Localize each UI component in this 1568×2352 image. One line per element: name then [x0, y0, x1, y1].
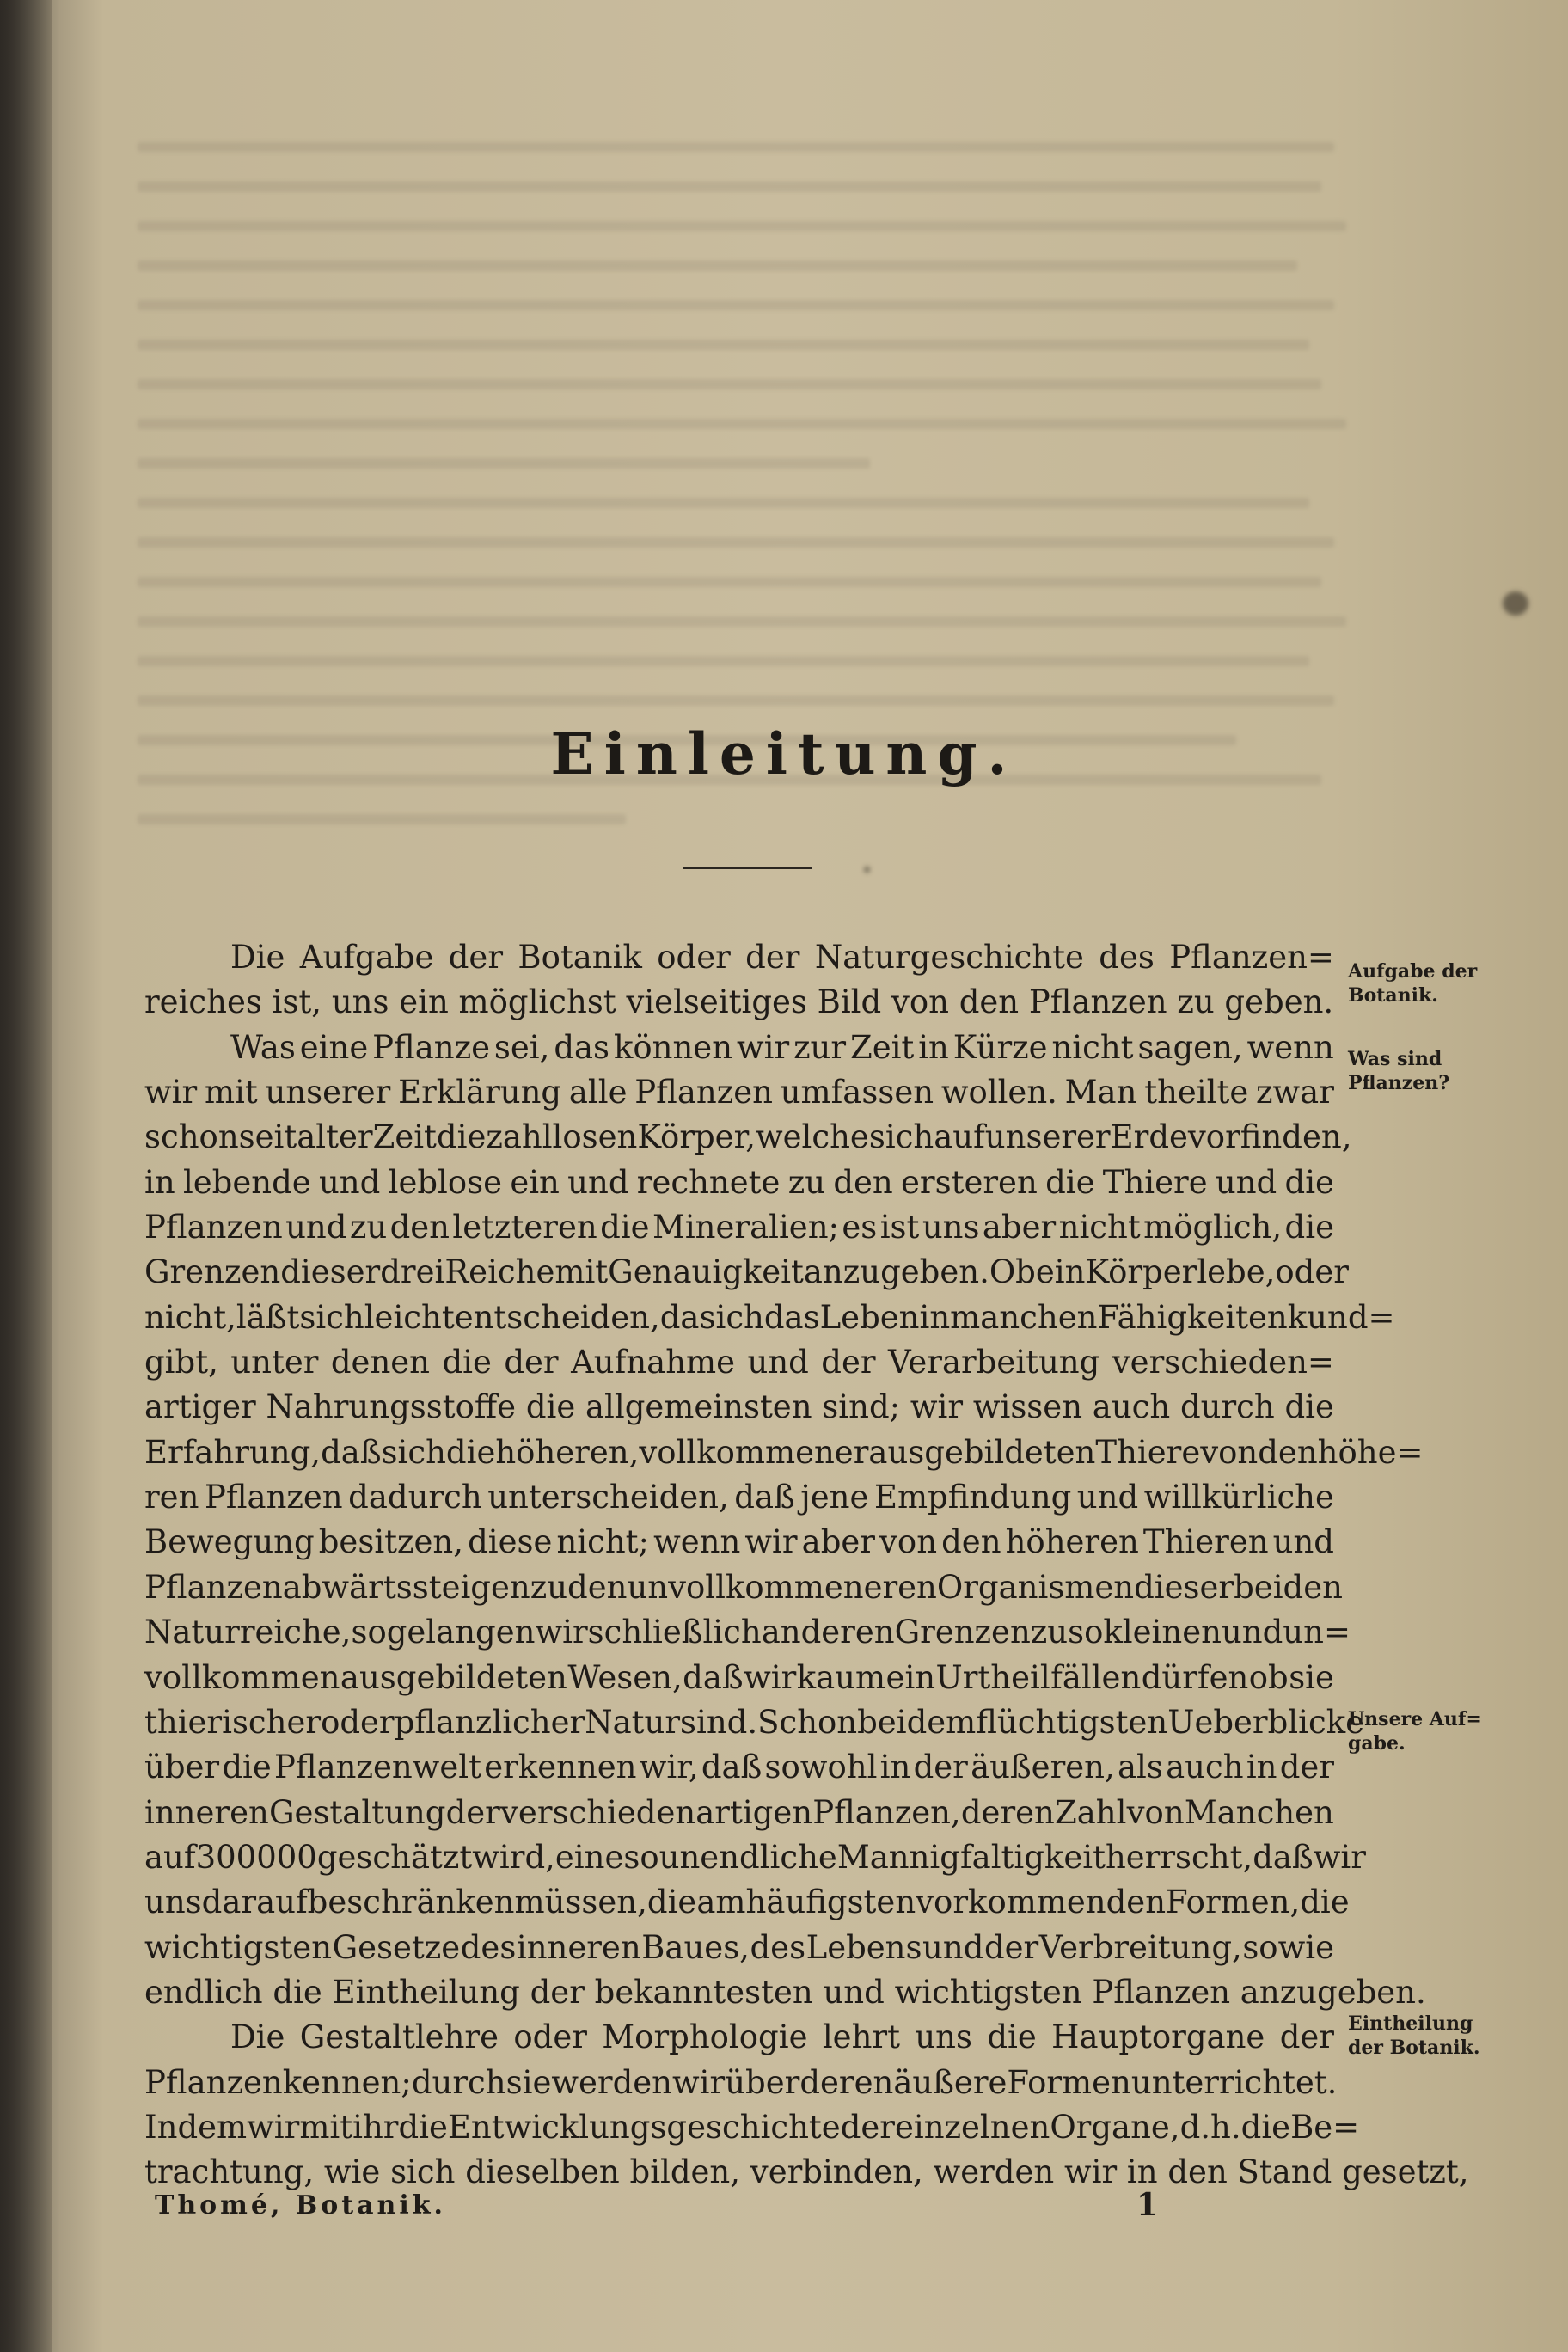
text-line: nicht, läßt sich leicht entscheiden, da sich das Leben in manchen Fähigkeiten kund= — [144, 1298, 1395, 1336]
ink-smudge — [864, 867, 870, 873]
text-line: Die Aufgabe der Botanik oder der Naturgeschichte des Pflanzen= — [230, 939, 1334, 976]
ink-smudge — [1503, 591, 1528, 616]
text-line: thierischer oder pflanzlicher Natur sind. Schon bei dem flüchtigsten Ueberblicke — [144, 1703, 1365, 1741]
show-through-line — [138, 616, 1346, 627]
show-through-line — [138, 340, 1309, 350]
margin-note-aufgabe: Aufgabe der Botanik. — [1348, 960, 1478, 1007]
text-line: Pflanzen abwärts steigen zu den unvollkommeneren Organismen dieser beiden — [144, 1568, 1343, 1606]
text-line: in lebende und leblose ein und rechnete zu den ersteren die Thiere und die — [144, 1163, 1334, 1201]
text-line: Bewegung besitzen, diese nicht; wenn wir aber von den höheren Thieren und — [144, 1523, 1334, 1561]
margin-note-unsere-aufgabe: Unsere Auf= gabe. — [1348, 1708, 1482, 1755]
text-line: Naturreiche, so gelangen wir schließlich an deren Grenzen zu so kleinen und un= — [144, 1614, 1351, 1651]
text-line: endlich die Eintheilung der bekanntesten und wichtigsten Pflanzen anzugeben. — [144, 1973, 1426, 2011]
text-line: über die Pflanzenwelt erkennen wir, daß sowohl in der äußeren, als auch in der — [144, 1749, 1334, 1786]
show-through-line — [138, 379, 1321, 389]
footer-signature: Thomé, Botanik. — [155, 2190, 446, 2220]
text-line: trachtung, wie sich dieselben bilden, verbinden, werden wir in den Stand gesetzt, — [144, 2153, 1469, 2191]
text-line: vollkommen ausgebildeten Wesen, daß wir kaum ein Urtheil fällen dürfen ob sie — [144, 1658, 1334, 1696]
show-through-line — [138, 419, 1346, 429]
show-through-line — [138, 537, 1334, 548]
show-through-line — [138, 181, 1321, 192]
show-through-line — [138, 577, 1321, 587]
show-through-line — [138, 695, 1334, 706]
footer-sheet-number: 1 — [1136, 2187, 1159, 2223]
text-line: Indem wir mit ihr die Entwicklungsgeschichte der einzelnen Organe, d. h. die Be= — [144, 2108, 1360, 2146]
chapter-title: Einleitung. — [550, 720, 1018, 787]
text-line: Erfahrung, daß sich die höheren, vollkommener ausgebildeten Thiere von den höhe= — [144, 1433, 1424, 1471]
show-through-line — [138, 498, 1309, 508]
text-line: wichtigsten Gesetze des inneren Baues, des Lebens und der Verbreitung, sowie — [144, 1928, 1334, 1966]
text-line: Was eine Pflanze sei, das können wir zur Zeit in Kürze nicht sagen, wenn — [230, 1028, 1334, 1066]
show-through-line — [138, 458, 870, 469]
text-line: schon seit alter Zeit die zahllosen Körper, welche sich auf unserer Erde vorfinden, — [144, 1118, 1352, 1156]
text-line: artiger Nahrungsstoffe die allgemeinsten sind; wir wissen auch durch die — [144, 1388, 1334, 1426]
text-line: ren Pflanzen dadurch unterscheiden, daß jene Empfindung und willkürliche — [144, 1479, 1334, 1516]
title-rule — [683, 867, 812, 869]
text-line: wir mit unserer Erklärung alle Pflanzen umfassen wollen. Man theilte zwar — [144, 1074, 1334, 1112]
text-line: auf 300 000 geschätzt wird, eine so unendliche Mannigfaltigkeit herrscht, daß wir — [144, 1838, 1366, 1876]
book-spine-shadow — [0, 0, 52, 2352]
show-through-line — [138, 260, 1297, 271]
text-line: Grenzen dieser drei Reiche mit Genauigkeit anzugeben. Ob ein Körper lebe, oder — [144, 1253, 1349, 1291]
text-line: gibt, unter denen die der Aufnahme und der Verarbeitung verschieden= — [144, 1344, 1334, 1381]
text-line: Pflanzen und zu den letzteren die Mineralien; es ist uns aber nicht möglich, die — [144, 1209, 1334, 1246]
margin-note-eintheilung: Eintheilung der Botanik. — [1348, 2012, 1480, 2059]
text-line: Die Gestaltlehre oder Morphologie lehrt uns die Hauptorgane der — [230, 2018, 1334, 2056]
text-line: reiches ist, uns ein möglichst vielseitiges Bild von den Pflanzen zu geben. — [144, 983, 1334, 1021]
text-line: Pflanzen kennen; durch sie werden wir über deren äußere Formen unterrichtet. — [144, 2063, 1338, 2101]
show-through-line — [138, 814, 626, 824]
text-line: uns darauf beschränken müssen, die am häufigsten vorkommenden Formen, die — [144, 1883, 1350, 1921]
show-through-line — [138, 142, 1334, 152]
show-through-line — [138, 300, 1334, 310]
margin-note-pflanzen: Was sind Pflanzen? — [1348, 1048, 1450, 1094]
show-through-line — [138, 221, 1346, 231]
text-line: inneren Gestaltung der verschiedenartigen Pflanzen, deren Zahl von Manchen — [144, 1793, 1334, 1831]
show-through-line — [138, 656, 1309, 666]
